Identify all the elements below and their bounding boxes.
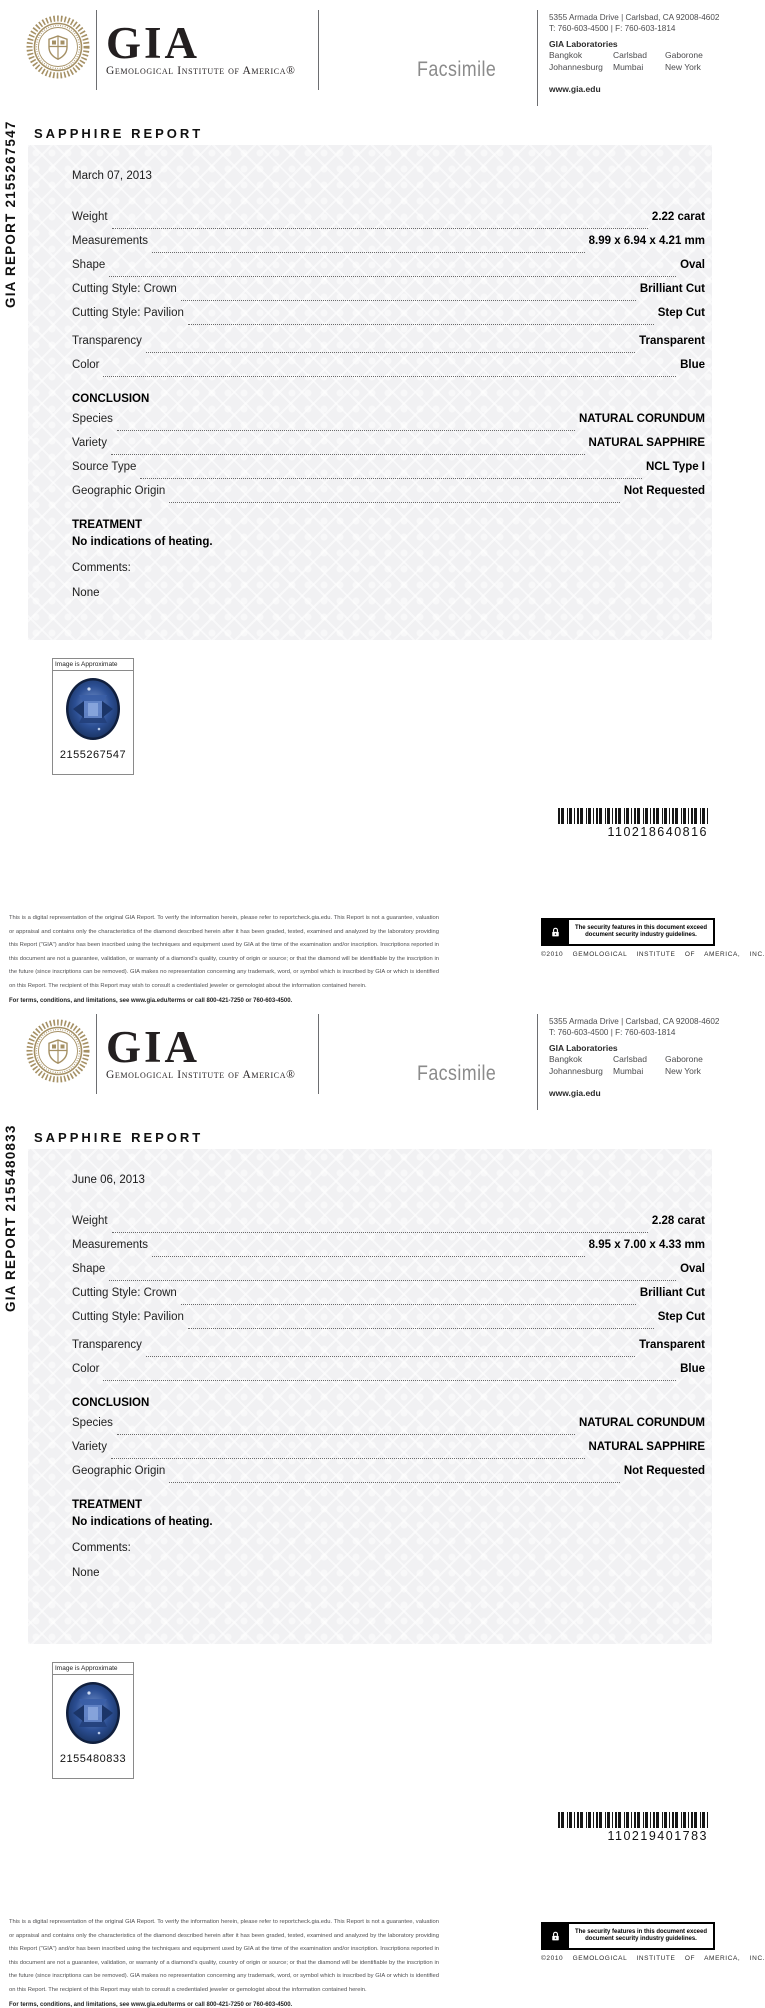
header-divider: [318, 1014, 319, 1094]
report-date: March 07, 2013: [72, 170, 152, 182]
header-divider: [537, 1014, 538, 1110]
field-row: [72, 301, 705, 325]
gia-brand: [106, 18, 316, 77]
dotted-leader: [181, 293, 636, 301]
field-label: Species: [72, 413, 113, 425]
sapphire-gem-image: [65, 1681, 121, 1745]
dotted-leader: [112, 1225, 648, 1233]
field-value: Not Requested: [623, 1465, 705, 1477]
measurement-group: [72, 205, 705, 325]
field-row: [72, 329, 705, 353]
dotted-leader: [140, 471, 642, 479]
field-row: [72, 455, 705, 479]
dotted-leader: [109, 1273, 676, 1281]
barcode: [558, 1812, 708, 1828]
field-label: Measurements: [72, 1239, 149, 1251]
dotted-leader: [112, 221, 648, 229]
field-value: Blue: [680, 1363, 705, 1375]
appearance-group: [72, 1333, 705, 1381]
field-value: Transparent: [639, 1339, 705, 1351]
gia-seal-logo: [26, 1019, 90, 1083]
field-label: Weight: [72, 1215, 108, 1227]
disclaimer-text: This is a digital representation of the original GIA Report. To verify the information herein, please refer to reportcheck.gia.edu. This Report is not a guarantee, valuation or appraisal and contains only the characteristics of the diamond described herein after it has been graded, tested, examined and analyzed by the laboratory providing this Report ("GIA") and/or has been inscribed using the techniques and equipment used by GIA at the time of the examination and/or inscription. Inscriptions reported in this document are not a guarantee, validation, or warranty of a diamond's quality, country of origin or source; or that the diamond will be identifiable by the inscription in the future (since inscriptions can be removed). GIA makes no representation concerning any trademark, word, or symbol which is inscribed by GIA or which is identified on this Report. The recipient of this Report may wish to consult a credentialed jeweler or gemologist about the information contained herein.: [9, 915, 439, 989]
field-row: [72, 353, 705, 377]
field-label: Weight: [72, 211, 108, 223]
header-divider: [537, 10, 538, 106]
measurement-group: [72, 1209, 705, 1329]
lab-city: Mumbai: [613, 62, 644, 72]
field-row: [72, 1411, 705, 1435]
lock-icon: [543, 920, 567, 944]
gem-photo: [53, 671, 133, 747]
dotted-leader: [146, 345, 635, 353]
gia-wordmark: GIA: [106, 1022, 201, 1072]
gia-subtitle: Gemological Institute of America®: [106, 1069, 296, 1081]
field-row: [72, 1281, 705, 1305]
fineprint-block: [9, 912, 439, 1004]
field-label: Color: [72, 359, 100, 371]
dotted-leader: [117, 1427, 575, 1435]
field-label: Transparency: [72, 335, 142, 347]
dotted-leader: [111, 1451, 585, 1459]
phone-fax-line: T: 760-603-4500 | F: 760-603-1814: [549, 1027, 676, 1037]
lab-city: Mumbai: [613, 1066, 644, 1076]
lab-city: New York: [665, 1066, 701, 1076]
website-url: www.gia.edu: [549, 84, 601, 94]
address-block: [549, 12, 729, 95]
dotted-leader: [103, 1373, 676, 1381]
facsimile-label: Facsimile: [417, 58, 497, 81]
field-value: Oval: [680, 259, 705, 271]
field-value: 8.95 x 7.00 x 4.33 mm: [588, 1239, 705, 1251]
treatment-text: No indications of heating.: [72, 536, 213, 548]
field-value: 2.28 carat: [651, 1215, 705, 1227]
barcode-number: 110218640816: [607, 825, 708, 839]
lab-city: Bangkok: [549, 50, 583, 60]
report-title: SAPPHIRE REPORT: [34, 1130, 204, 1145]
field-row: [72, 253, 705, 277]
field-row: [72, 229, 705, 253]
report-header: [0, 1004, 730, 1116]
header-divider: [96, 1014, 97, 1094]
field-label: Source Type: [72, 461, 137, 473]
field-label: Variety: [72, 1441, 107, 1453]
treatment-text: No indications of heating.: [72, 1516, 213, 1528]
field-value: Step Cut: [657, 307, 705, 319]
field-value: Blue: [680, 359, 705, 371]
lab-city: Carlsbad: [613, 50, 648, 60]
dotted-leader: [111, 447, 585, 455]
gia-brand: [106, 1022, 316, 1081]
dotted-leader: [169, 495, 620, 503]
field-value: Step Cut: [657, 1311, 705, 1323]
conclusion-group: [72, 407, 705, 503]
header-divider: [318, 10, 319, 90]
field-row: [72, 1333, 705, 1357]
report-title: SAPPHIRE REPORT: [34, 126, 204, 141]
copyright-line: ©2010 GEMOLOGICAL INSTITUTE OF AMERICA, INC.: [541, 1955, 765, 1962]
gia-report-2: [0, 1004, 765, 2008]
dotted-leader: [152, 1249, 585, 1257]
field-value: NATURAL CORUNDUM: [578, 413, 705, 425]
dotted-leader: [169, 1475, 620, 1483]
image-caption: Image is Approximate: [53, 659, 133, 671]
treatment-heading: TREATMENT: [72, 1499, 143, 1511]
security-notice-text: The security features in this document exceed document security industry guidelines.: [567, 920, 713, 944]
field-row: [72, 1305, 705, 1329]
gia-wordmark: GIA: [106, 18, 201, 68]
barcode-number: 110219401783: [607, 1829, 708, 1843]
gem-image-box: [52, 658, 134, 775]
labs-grid: [549, 1054, 729, 1077]
field-value: NCL Type I: [646, 461, 705, 473]
field-label: Cutting Style: Pavilion: [72, 307, 184, 319]
gia-seal-logo: [26, 15, 90, 79]
field-row: [72, 1209, 705, 1233]
dotted-leader: [109, 269, 676, 277]
conclusion-heading: CONCLUSION: [72, 393, 150, 405]
lab-city: New York: [665, 62, 701, 72]
conclusion-heading: CONCLUSION: [72, 1397, 150, 1409]
treatment-heading: TREATMENT: [72, 519, 143, 531]
comments-value: None: [72, 1567, 100, 1579]
field-label: Transparency: [72, 1339, 142, 1351]
address-line: 5355 Armada Drive | Carlsbad, CA 92008-4602: [549, 1016, 720, 1026]
gem-image-box: [52, 1662, 134, 1779]
dotted-leader: [103, 369, 676, 377]
lab-city: Gaborone: [665, 1054, 703, 1064]
field-row: [72, 431, 705, 455]
report-header: [0, 0, 730, 112]
field-value: Oval: [680, 1263, 705, 1275]
security-notice-box: [541, 1922, 715, 1950]
field-value: Brilliant Cut: [639, 283, 705, 295]
lock-icon: [543, 1924, 567, 1948]
dotted-leader: [188, 1321, 654, 1329]
phone-fax-line: T: 760-603-4500 | F: 760-603-1814: [549, 23, 676, 33]
field-label: Shape: [72, 259, 106, 271]
field-label: Shape: [72, 1263, 106, 1275]
labs-grid: [549, 50, 729, 73]
barcode-block: [558, 808, 708, 839]
report-number-sideways: GIA REPORT 2155267547: [3, 120, 18, 308]
field-row: [72, 205, 705, 229]
field-label: Color: [72, 1363, 100, 1375]
field-value: NATURAL SAPPHIRE: [588, 1441, 705, 1453]
field-label: Geographic Origin: [72, 485, 166, 497]
field-row: [72, 277, 705, 301]
field-label: Cutting Style: Crown: [72, 1287, 177, 1299]
gem-photo: [53, 1675, 133, 1751]
field-label: Measurements: [72, 235, 149, 247]
field-value: NATURAL SAPPHIRE: [588, 437, 705, 449]
field-label: Geographic Origin: [72, 1465, 166, 1477]
field-label: Cutting Style: Crown: [72, 283, 177, 295]
field-row: [72, 1435, 705, 1459]
image-report-number: 2155267547: [59, 749, 127, 761]
dotted-leader: [188, 317, 654, 325]
report-number-sideways: GIA REPORT 2155480833: [3, 1124, 18, 1312]
field-value: NATURAL CORUNDUM: [578, 1417, 705, 1429]
copyright-line: ©2010 GEMOLOGICAL INSTITUTE OF AMERICA, INC.: [541, 951, 765, 958]
report-date: June 06, 2013: [72, 1174, 145, 1186]
sapphire-gem-image: [65, 677, 121, 741]
conclusion-group: [72, 1411, 705, 1483]
facsimile-label: Facsimile: [417, 1062, 497, 1085]
field-row: [72, 407, 705, 431]
lab-city: Johannesburg: [549, 1066, 603, 1076]
labs-title: GIA Laboratories: [549, 1043, 618, 1053]
field-row: [72, 1459, 705, 1483]
field-row: [72, 1233, 705, 1257]
address-block: [549, 1016, 729, 1099]
field-value: Brilliant Cut: [639, 1287, 705, 1299]
website-url: www.gia.edu: [549, 1088, 601, 1098]
security-notice-text: The security features in this document exceed document security industry guidelines.: [567, 1924, 713, 1948]
image-caption: Image is Approximate: [53, 1663, 133, 1675]
field-label: Variety: [72, 437, 107, 449]
lab-city: Johannesburg: [549, 62, 603, 72]
dotted-leader: [181, 1297, 636, 1305]
report-body: [28, 145, 712, 640]
disclaimer-text: This is a digital representation of the original GIA Report. To verify the information herein, please refer to reportcheck.gia.edu. This Report is not a guarantee, valuation or appraisal and contains only the characteristics of the diamond described herein after it has been graded, tested, examined and analyzed by the laboratory providing this Report ("GIA") and/or has been inscribed using the techniques and equipment used by GIA at the time of the examination and/or inscription. Inscriptions reported in this document are not a guarantee, validation, or warranty of a diamond's quality, country of origin or source; or that the diamond will be identifiable by the inscription in the future (since inscriptions can be removed). GIA makes no representation concerning any trademark, word, or symbol which is inscribed by GIA or which is identified on this Report. The recipient of this Report may wish to consult a credentialed jeweler or gemologist about the information contained herein.: [9, 1919, 439, 1993]
lab-city: Bangkok: [549, 1054, 583, 1064]
barcode: [558, 808, 708, 824]
dotted-leader: [146, 1349, 635, 1357]
terms-text: For terms, conditions, and limitations, see www.gia.edu/terms or call 800-421-7250 or 760-603-4500.: [9, 2002, 293, 2008]
report-body: [28, 1149, 712, 1644]
field-value: Not Requested: [623, 485, 705, 497]
fineprint-block: [9, 1916, 439, 2008]
field-row: [72, 1257, 705, 1281]
field-row: [72, 1357, 705, 1381]
field-label: Cutting Style: Pavilion: [72, 1311, 184, 1323]
comments-value: None: [72, 587, 100, 599]
comments-label: Comments:: [72, 562, 131, 574]
lab-city: Carlsbad: [613, 1054, 648, 1064]
field-row: [72, 479, 705, 503]
field-value: Transparent: [639, 335, 705, 347]
security-notice-box: [541, 918, 715, 946]
dotted-leader: [117, 423, 575, 431]
lab-city: Gaborone: [665, 50, 703, 60]
field-value: 2.22 carat: [651, 211, 705, 223]
image-report-number: 2155480833: [59, 1753, 127, 1765]
dotted-leader: [152, 245, 585, 253]
terms-text: For terms, conditions, and limitations, see www.gia.edu/terms or call 800-421-7250 or 760-603-4500.: [9, 998, 293, 1004]
barcode-block: [558, 1812, 708, 1843]
appearance-group: [72, 329, 705, 377]
comments-label: Comments:: [72, 1542, 131, 1554]
address-line: 5355 Armada Drive | Carlsbad, CA 92008-4602: [549, 12, 720, 22]
header-divider: [96, 10, 97, 90]
labs-title: GIA Laboratories: [549, 39, 618, 49]
field-value: 8.99 x 6.94 x 4.21 mm: [588, 235, 705, 247]
field-label: Species: [72, 1417, 113, 1429]
gia-subtitle: Gemological Institute of America®: [106, 65, 296, 77]
